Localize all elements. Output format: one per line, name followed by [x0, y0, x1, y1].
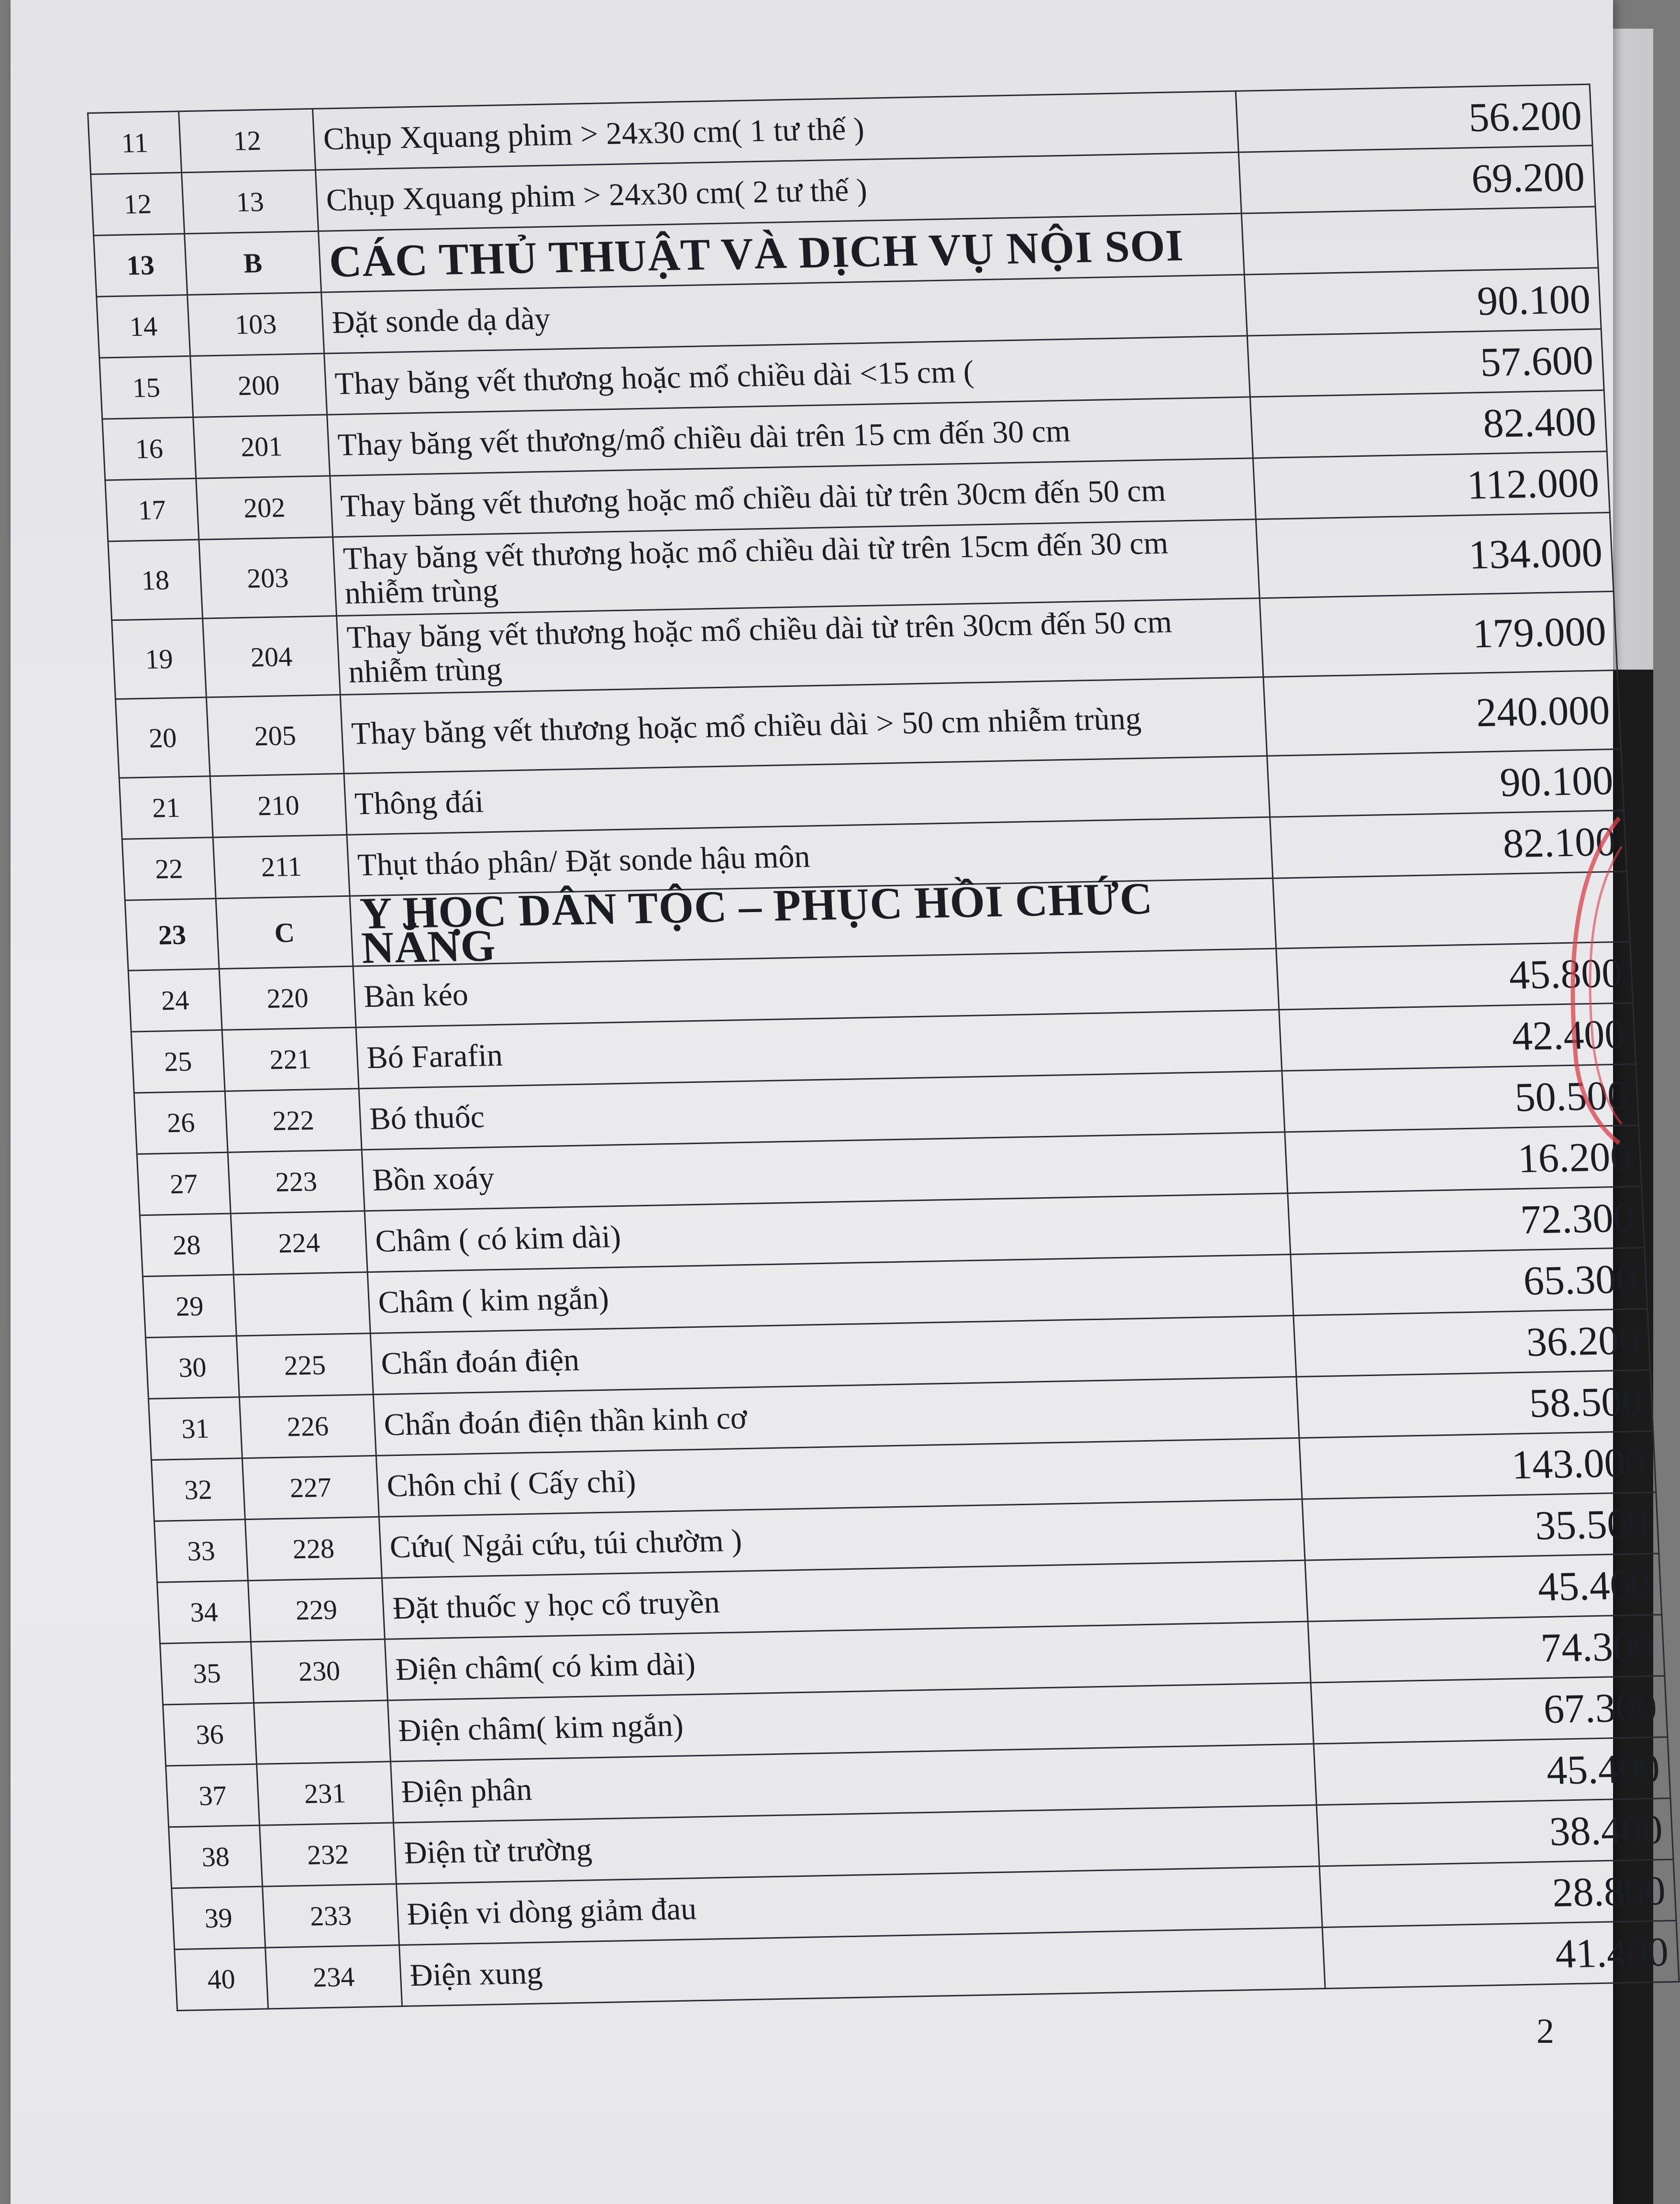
- service-name: Điện xung: [399, 1928, 1326, 2006]
- service-name: Đặt sonde dạ dày: [321, 275, 1248, 353]
- row-number: 22: [122, 838, 216, 901]
- service-code: 234: [265, 1945, 402, 2009]
- service-price: 179.000: [1260, 591, 1617, 677]
- service-name: Châm ( kim ngắn): [367, 1255, 1293, 1333]
- service-code: 201: [193, 415, 330, 478]
- row-number: 33: [154, 1520, 248, 1583]
- service-price: 143.000: [1299, 1431, 1656, 1499]
- service-code: 226: [239, 1395, 376, 1458]
- service-price: 35.500: [1302, 1492, 1659, 1560]
- service-price: 69.200: [1238, 145, 1595, 213]
- service-code: 200: [190, 353, 327, 417]
- row-number: 36: [163, 1703, 256, 1766]
- service-code: 225: [236, 1333, 373, 1397]
- service-price: 42.400: [1279, 1003, 1636, 1071]
- service-price: 72.300: [1288, 1187, 1645, 1255]
- service-name: Bó Farafin: [356, 1010, 1282, 1089]
- service-price: 112.000: [1253, 452, 1610, 519]
- row-number: 30: [145, 1336, 239, 1399]
- service-name: Châm ( có kim dài): [365, 1193, 1291, 1272]
- service-name: Thay băng vết thương hoặc mổ chiều dài > 50 cm nhiễm trùng: [340, 677, 1267, 774]
- service-code: 227: [242, 1455, 379, 1519]
- service-price: 82.100: [1270, 810, 1627, 878]
- service-name: Điện vi dòng giảm đau: [397, 1866, 1323, 1945]
- service-code: 211: [213, 835, 350, 898]
- service-price: 45.400: [1305, 1554, 1662, 1621]
- row-number: 20: [115, 697, 210, 778]
- service-name: Bồn xoáy: [362, 1132, 1288, 1211]
- row-number: 17: [105, 478, 199, 541]
- row-number: 32: [151, 1458, 245, 1521]
- service-price: 74.300: [1308, 1615, 1665, 1683]
- service-name: Thay băng vết thương hoặc mổ chiều dài từ trên 30cm đến 50 cm: [330, 458, 1256, 537]
- service-code: B: [185, 231, 321, 295]
- service-code: 228: [245, 1517, 382, 1580]
- service-code: [233, 1272, 370, 1336]
- service-price: 82.400: [1250, 390, 1607, 458]
- service-name: Bó thuốc: [359, 1071, 1285, 1150]
- row-number: 26: [134, 1091, 228, 1154]
- document-page: [11, 0, 1669, 2204]
- service-code: 233: [263, 1884, 399, 1948]
- row-number: 28: [140, 1213, 233, 1277]
- service-name: Cứu( Ngải cứu, túi chườm ): [379, 1499, 1305, 1578]
- row-number: 14: [97, 295, 190, 358]
- service-name: Chụp Xquang phim > 24x30 cm( 1 tư thế ): [312, 91, 1238, 170]
- service-price: 45.400: [1314, 1737, 1670, 1805]
- service-name: CÁC THỦ THUẬT VÀ DỊCH VỤ NỘI SOI: [319, 213, 1245, 292]
- row-number: 21: [119, 776, 213, 839]
- service-code: 221: [222, 1027, 359, 1091]
- service-code: 210: [210, 773, 347, 837]
- page-number: 2: [1536, 2012, 1554, 2051]
- service-name: Thông đái: [344, 756, 1270, 835]
- service-code: 205: [206, 695, 344, 776]
- service-name: Chụp Xquang phim > 24x30 cm( 2 tư thế ): [316, 152, 1242, 231]
- service-price: 58.500: [1296, 1370, 1653, 1438]
- service-code: 224: [231, 1211, 367, 1275]
- red-seal-stamp: [1557, 813, 1624, 1148]
- service-name: Điện phân: [390, 1744, 1316, 1823]
- service-price: 56.200: [1236, 84, 1592, 152]
- service-name: Thay băng vết thương hoặc mổ chiều dài từ trên 15cm đến 30 cm nhiễm trùng: [333, 519, 1260, 616]
- service-price: 16.200: [1285, 1125, 1642, 1193]
- row-number: 23: [125, 899, 219, 971]
- row-number: 38: [169, 1825, 263, 1888]
- row-number: 15: [99, 356, 193, 419]
- row-number: 16: [102, 417, 196, 480]
- service-price: 240.000: [1263, 670, 1621, 756]
- row-number: 12: [91, 173, 185, 236]
- service-code: 12: [179, 109, 316, 172]
- row-number: 25: [131, 1030, 225, 1093]
- service-price: 50.500: [1282, 1064, 1639, 1132]
- service-price: 65.300: [1291, 1247, 1647, 1315]
- service-price-table: [87, 84, 1680, 2011]
- service-code: 231: [256, 1762, 393, 1825]
- service-name: Bàn kéo: [353, 948, 1279, 1027]
- document-body: [87, 84, 1679, 2011]
- service-name: Đặt thuốc y học cổ truyền: [382, 1560, 1308, 1639]
- service-code: C: [216, 896, 353, 969]
- service-price: 134.000: [1256, 513, 1614, 598]
- service-price: 45.800: [1276, 942, 1633, 1010]
- service-name: Y HỌC DÂN TỘC – PHỤC HỒI CHỨC NĂNG: [350, 878, 1276, 966]
- service-name: Thay băng vết thương hoặc mổ chiều dài từ trên 30cm đến 50 cm nhiễm trùng: [336, 598, 1263, 695]
- row-number: 35: [160, 1642, 254, 1705]
- service-code: 204: [203, 616, 341, 697]
- service-code: 230: [251, 1639, 387, 1703]
- row-number: 37: [166, 1764, 260, 1827]
- service-name: Chẩn đoán điện thần kinh cơ: [373, 1377, 1299, 1455]
- row-number: 24: [128, 969, 222, 1032]
- service-name: Chẩn đoán điện: [370, 1316, 1296, 1395]
- service-name: Thay băng vết thương hoặc mổ chiều dài <15 cm (: [324, 336, 1250, 415]
- service-code: 232: [260, 1823, 397, 1886]
- service-code: 223: [228, 1150, 365, 1213]
- service-price: 90.100: [1267, 749, 1624, 817]
- row-number: 27: [137, 1152, 231, 1215]
- service-price: 36.200: [1293, 1309, 1650, 1377]
- service-code: [254, 1700, 390, 1764]
- service-price: 57.600: [1247, 329, 1604, 397]
- row-number: 18: [108, 540, 203, 620]
- service-name: Thay băng vết thương/mổ chiều dài trên 15 cm đến 30 cm: [327, 397, 1253, 476]
- service-price: [1241, 207, 1598, 275]
- service-price: 38.400: [1316, 1798, 1673, 1866]
- service-price: 67.300: [1311, 1676, 1668, 1744]
- service-code: 103: [188, 292, 324, 356]
- row-number: 29: [143, 1275, 236, 1338]
- service-price: 28.800: [1319, 1860, 1676, 1928]
- service-name: Thụt tháo phân/ Đặt sonde hậu môn: [347, 817, 1273, 896]
- row-number: 34: [157, 1581, 251, 1644]
- row-number: 39: [172, 1886, 265, 1950]
- service-code: 202: [196, 476, 333, 540]
- row-number: 40: [175, 1948, 268, 2011]
- row-number: 11: [88, 111, 182, 175]
- row-number: 19: [112, 618, 207, 699]
- service-name: Điện từ trường: [393, 1805, 1319, 1884]
- row-number: 31: [148, 1397, 242, 1460]
- service-code: 220: [219, 966, 356, 1030]
- service-price: 90.100: [1244, 268, 1601, 336]
- service-code: 222: [225, 1089, 362, 1152]
- service-name: Điện châm( kim ngắn): [387, 1683, 1314, 1762]
- service-code: 203: [199, 537, 337, 618]
- service-price: 41.400: [1322, 1920, 1679, 1988]
- row-number: 13: [94, 234, 188, 297]
- service-name: Chôn chỉ ( Cấy chỉ): [376, 1438, 1302, 1517]
- service-code: 229: [248, 1578, 385, 1642]
- service-code: 13: [182, 170, 319, 233]
- service-name: Điện châm( có kim dài): [385, 1621, 1311, 1700]
